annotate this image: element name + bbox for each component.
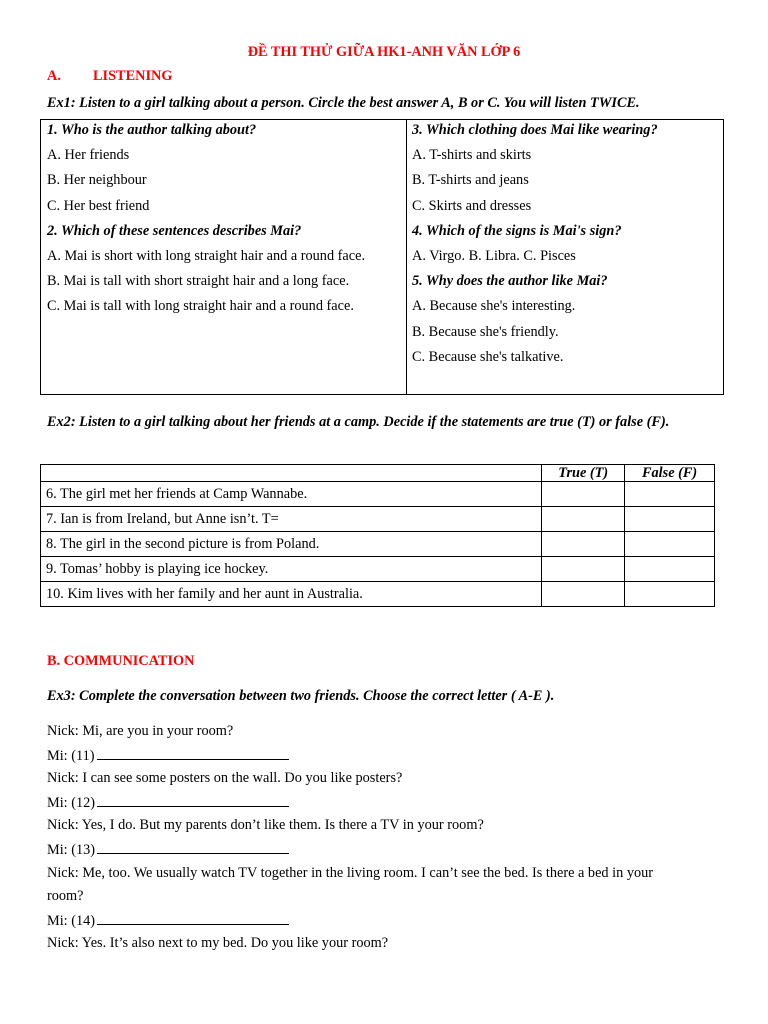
conversation-line <box>47 912 289 930</box>
statement-cell: 9. Tomas’ hobby is playing ice hockey. <box>41 557 542 582</box>
false-answer-cell[interactable] <box>625 507 715 532</box>
question-text: 2. Which of these sentences describes Mai? <box>47 222 302 239</box>
conversation-line <box>47 723 233 740</box>
question-text: 5. Why does the author like Mai? <box>412 273 608 290</box>
statement-cell: 10. Kim lives with her family and her aunt in Australia. <box>41 582 542 607</box>
conversation-text: Nick: Mi, are you in your room? <box>47 723 234 739</box>
conversation-line <box>47 841 289 859</box>
answer-option[interactable]: C. Because she's talkative. <box>412 348 564 365</box>
conversation-text: Mi: (14) <box>47 912 96 929</box>
table-row <box>41 557 715 582</box>
conversation-text: Mi: (12) <box>47 794 96 811</box>
question-text: 4. Which of the signs is Mai's sign? <box>412 222 622 239</box>
table-row <box>41 507 715 532</box>
answer-option[interactable]: B. Mai is tall with short straight hair and a long face. <box>47 273 350 290</box>
table-row <box>41 482 715 507</box>
answer-blank[interactable] <box>97 841 289 854</box>
table-row <box>41 582 715 607</box>
conversation-line <box>47 817 484 834</box>
conversation-text: room? <box>47 888 84 905</box>
answer-blank[interactable] <box>97 912 289 925</box>
conversation-line <box>47 770 402 787</box>
true-answer-cell[interactable] <box>542 482 625 507</box>
conversation-text: Mi: (11) <box>47 747 95 764</box>
statement-cell: 8. The girl in the second picture is from Poland. <box>41 532 542 557</box>
answer-option[interactable]: A. Her friends <box>47 147 130 164</box>
true-answer-cell[interactable] <box>542 507 625 532</box>
answer-blank[interactable] <box>97 747 289 760</box>
ex2-instruction: Ex2: Listen to a girl talking about her friends at a camp. Decide if the statements are true (T) or false (F). <box>47 414 670 430</box>
true-column-header: True (T) <box>542 465 625 482</box>
question-text: 1. Who is the author talking about? <box>47 122 257 138</box>
true-answer-cell[interactable] <box>542 582 625 607</box>
answer-option[interactable]: A. Because she's interesting. <box>412 298 576 315</box>
answer-option[interactable]: B. T-shirts and jeans <box>412 172 529 189</box>
statement-cell: 7. Ian is from Ireland, but Anne isn’t. T= <box>41 507 542 532</box>
statement-cell: 6. The girl met her friends at Camp Wannabe. <box>41 482 542 507</box>
ex1-question-box <box>40 119 724 395</box>
false-answer-cell[interactable] <box>625 532 715 557</box>
answer-blank[interactable] <box>97 794 289 807</box>
ex2-true-false-table <box>40 464 715 607</box>
section-a-letter: A. <box>47 68 61 84</box>
false-answer-cell[interactable] <box>625 582 715 607</box>
page-title: ĐỀ THI THỬ GIỮA HK1-ANH VĂN LỚP 6 <box>247 44 521 60</box>
conversation-text: Nick: Me, too. We usually watch TV together in the living room. I can’t see the bed. Is there a bed in your <box>47 864 654 881</box>
conversation-text: Nick: Yes. It’s also next to my bed. Do you like your room? <box>47 935 389 952</box>
false-answer-cell[interactable] <box>625 482 715 507</box>
conversation-text: Nick: I can see some posters on the wall. Do you like posters? <box>47 770 403 787</box>
conversation-line <box>47 794 289 812</box>
answer-option[interactable]: A. T-shirts and skirts <box>412 147 532 164</box>
conversation-line <box>47 865 653 882</box>
true-answer-cell[interactable] <box>542 557 625 582</box>
conversation-line <box>47 888 84 905</box>
section-b-heading: B. COMMUNICATION <box>47 653 195 669</box>
conversation-text: Mi: (13) <box>47 842 96 858</box>
answer-option[interactable]: C. Mai is tall with long straight hair and a round face. <box>47 298 354 315</box>
ex1-instruction: Ex1: Listen to a girl talking about a person. Circle the best answer A, B or C. You will listen TWICE. <box>47 95 640 111</box>
section-a-heading <box>47 68 172 85</box>
ex1-column-divider <box>406 120 407 394</box>
question-text: 3. Which clothing does Mai like wearing? <box>412 122 658 138</box>
table-header-row <box>41 465 715 482</box>
conversation-line <box>47 747 289 765</box>
false-column-header: False (F) <box>625 465 715 482</box>
answer-option[interactable]: A. Virgo. B. Libra. C. Pisces <box>412 248 576 264</box>
true-answer-cell[interactable] <box>542 532 625 557</box>
conversation-text: Nick: Yes, I do. But my parents don’t like them. Is there a TV in your room? <box>47 817 484 834</box>
answer-option[interactable]: B. Because she's friendly. <box>412 323 559 340</box>
statement-column-header <box>41 465 542 482</box>
false-answer-cell[interactable] <box>625 557 715 582</box>
answer-option[interactable]: B. Her neighbour <box>47 172 147 189</box>
table-row <box>41 532 715 557</box>
answer-option[interactable]: C. Her best friend <box>47 197 150 214</box>
ex3-instruction: Ex3: Complete the conversation between two friends. Choose the correct letter ( A-E ). <box>47 688 555 704</box>
conversation-line <box>47 935 388 952</box>
section-a-label: LISTENING <box>93 68 173 84</box>
answer-option[interactable]: A. Mai is short with long straight hair and a round face. <box>47 248 366 264</box>
answer-option[interactable]: C. Skirts and dresses <box>412 197 532 214</box>
